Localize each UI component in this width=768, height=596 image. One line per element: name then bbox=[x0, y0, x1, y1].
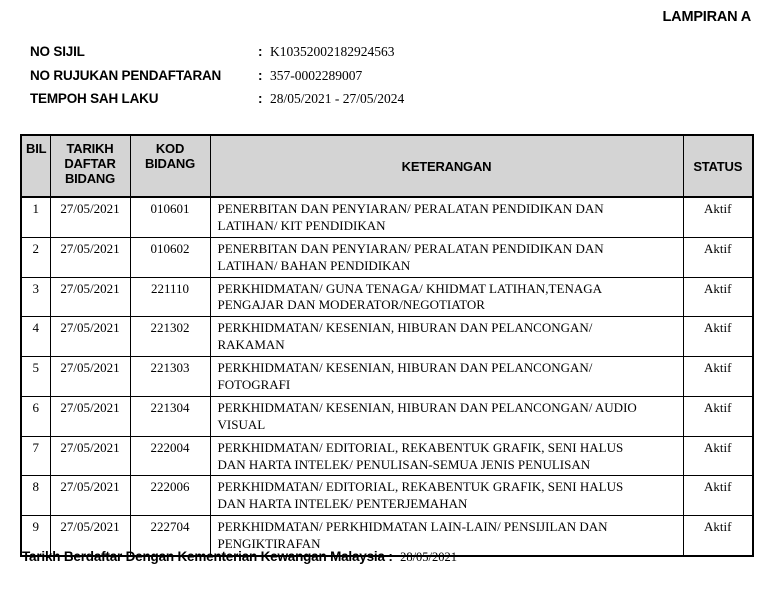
field-colon: : bbox=[258, 67, 263, 83]
column-header-kod-bidang: KOD BIDANG bbox=[130, 135, 210, 197]
cell-tarikh: 27/05/2021 bbox=[50, 277, 130, 317]
lampiran-label: LAMPIRAN A bbox=[662, 9, 751, 25]
cell-keterangan: PERKHIDMATAN/ GUNA TENAGA/ KHIDMAT LATIHAN,TENAGA PENGAJAR DAN MODERATOR/NEGOTIATOR bbox=[210, 277, 683, 317]
footer-date-value: 28/05/2021 bbox=[400, 550, 458, 564]
cell-kod: 222006 bbox=[130, 476, 210, 516]
table-body bbox=[21, 197, 753, 556]
table-row bbox=[21, 197, 753, 237]
cell-kod: 222704 bbox=[130, 516, 210, 556]
cell-status: Aktif bbox=[683, 516, 753, 556]
field-colon: : bbox=[258, 44, 263, 59]
cell-bil: 7 bbox=[21, 436, 50, 476]
field-value-no-rujukan: 357-0002289007 bbox=[270, 67, 363, 83]
table-row bbox=[21, 237, 753, 277]
info-row-no-rujukan bbox=[30, 68, 404, 92]
cell-bil: 1 bbox=[21, 197, 50, 237]
cell-bil: 4 bbox=[21, 317, 50, 357]
cell-kod: 222004 bbox=[130, 436, 210, 476]
info-row-tempoh-sah-laku bbox=[30, 91, 404, 115]
cell-keterangan: PENERBITAN DAN PENYIARAN/ PERALATAN PENDIDIKAN DAN LATIHAN/ KIT PENDIDIKAN bbox=[210, 197, 683, 237]
cell-bil: 2 bbox=[21, 237, 50, 277]
cell-kod: 221110 bbox=[130, 277, 210, 317]
cell-tarikh: 27/05/2021 bbox=[50, 396, 130, 436]
cell-tarikh: 27/05/2021 bbox=[50, 317, 130, 357]
cell-tarikh: 27/05/2021 bbox=[50, 436, 130, 476]
registration-fields-table bbox=[20, 134, 754, 557]
field-colon: : bbox=[258, 91, 263, 106]
column-header-bil: BIL bbox=[21, 135, 50, 197]
cell-kod: 010602 bbox=[130, 237, 210, 277]
column-header-tarikh-daftar-bidang: TARIKH DAFTAR BIDANG bbox=[50, 135, 130, 197]
cell-bil: 8 bbox=[21, 476, 50, 516]
registration-date-footer bbox=[22, 548, 457, 566]
cell-bil: 3 bbox=[21, 277, 50, 317]
cell-kod: 221304 bbox=[130, 396, 210, 436]
cell-status: Aktif bbox=[683, 436, 753, 476]
cell-tarikh: 27/05/2021 bbox=[50, 237, 130, 277]
cell-status: Aktif bbox=[683, 197, 753, 237]
table-row bbox=[21, 357, 753, 397]
table-row bbox=[21, 476, 753, 516]
cell-status: Aktif bbox=[683, 476, 753, 516]
cell-bil: 5 bbox=[21, 357, 50, 397]
cell-keterangan: PERKHIDMATAN/ EDITORIAL, REKABENTUK GRAFIK, SENI HALUS DAN HARTA INTELEK/ PENTERJEMAHAN bbox=[210, 476, 683, 516]
footer-label: Tarikh Berdaftar Dengan Kementerian Kewangan Malaysia : bbox=[22, 549, 393, 564]
field-label-no-rujukan: NO RUJUKAN PENDAFTARAN bbox=[30, 67, 222, 83]
cell-status: Aktif bbox=[683, 317, 753, 357]
column-header-status: STATUS bbox=[683, 135, 753, 197]
cell-keterangan: PERKHIDMATAN/ KESENIAN, HIBURAN DAN PELANCONGAN/ RAKAMAN bbox=[210, 317, 683, 357]
field-label-no-sijil: NO SIJIL bbox=[30, 44, 85, 59]
cell-bil: 9 bbox=[21, 516, 50, 556]
cell-tarikh: 27/05/2021 bbox=[50, 476, 130, 516]
cell-keterangan: PERKHIDMATAN/ PERKHIDMATAN LAIN-LAIN/ PENSIJILAN DAN PENGIKTIRAFAN bbox=[210, 516, 683, 556]
cell-kod: 221302 bbox=[130, 317, 210, 357]
cell-tarikh: 27/05/2021 bbox=[50, 357, 130, 397]
cell-kod: 010601 bbox=[130, 197, 210, 237]
cell-bil: 6 bbox=[21, 396, 50, 436]
cell-kod: 221303 bbox=[130, 357, 210, 397]
field-label-tempoh: TEMPOH SAH LAKU bbox=[30, 91, 159, 106]
table-header-row bbox=[21, 135, 753, 197]
table-header bbox=[21, 135, 753, 197]
info-row-no-sijil bbox=[30, 44, 404, 68]
certificate-info bbox=[30, 44, 404, 115]
cell-status: Aktif bbox=[683, 277, 753, 317]
cell-keterangan: PENERBITAN DAN PENYIARAN/ PERALATAN PENDIDIKAN DAN LATIHAN/ BAHAN PENDIDIKAN bbox=[210, 237, 683, 277]
cell-status: Aktif bbox=[683, 396, 753, 436]
field-value-tempoh: 28/05/2021 - 27/05/2024 bbox=[270, 91, 405, 106]
cell-keterangan: PERKHIDMATAN/ EDITORIAL, REKABENTUK GRAFIK, SENI HALUS DAN HARTA INTELEK/ PENULISAN-SEMUA JENIS PENULISAN bbox=[210, 436, 683, 476]
cell-keterangan: PERKHIDMATAN/ KESENIAN, HIBURAN DAN PELANCONGAN/ FOTOGRAFI bbox=[210, 357, 683, 397]
table-row bbox=[21, 396, 753, 436]
table-row bbox=[21, 436, 753, 476]
cell-tarikh: 27/05/2021 bbox=[50, 197, 130, 237]
table-row bbox=[21, 317, 753, 357]
cell-status: Aktif bbox=[683, 237, 753, 277]
cell-tarikh: 27/05/2021 bbox=[50, 516, 130, 556]
cell-keterangan: PERKHIDMATAN/ KESENIAN, HIBURAN DAN PELANCONGAN/ AUDIO VISUAL bbox=[210, 396, 683, 436]
field-value-no-sijil: K10352002182924563 bbox=[270, 44, 395, 59]
cell-status: Aktif bbox=[683, 357, 753, 397]
table-row bbox=[21, 277, 753, 317]
column-header-keterangan: KETERANGAN bbox=[210, 135, 683, 197]
